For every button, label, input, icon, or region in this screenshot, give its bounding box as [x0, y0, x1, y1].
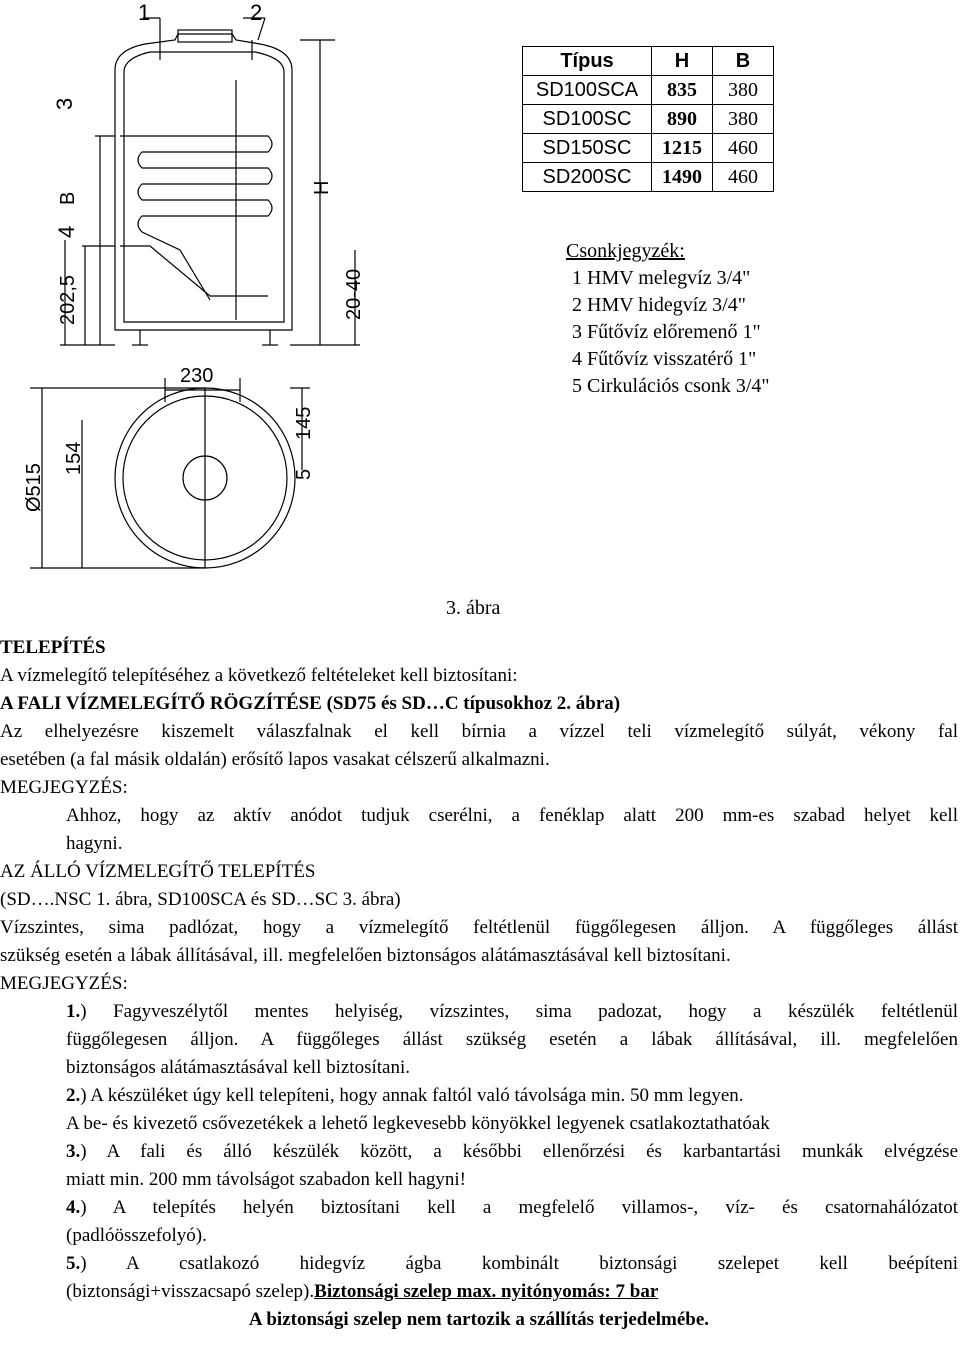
- note-title: MEGJEGYZÉS:: [0, 777, 128, 798]
- list-item-2: [0, 1082, 958, 1110]
- heading-standing: AZ ÁLLÓ VÍZMELEGÍTŐ TELEPÍTÉS: [0, 861, 316, 882]
- paragraph-line: esetében (a fal másik oldalán) erősítő lapos vasakat célszerű alkalmazni.: [0, 749, 550, 770]
- note-line: hagyni.: [66, 833, 123, 854]
- list-item-line: biztonságos alátámasztásával kell biztosítani.: [66, 1057, 411, 1078]
- legend-title: Csonkjegyzék:: [566, 240, 685, 262]
- dim-h: H: [311, 180, 333, 195]
- paragraph-line: Az elhelyezésre kiszemelt válaszfalnak el kell bírnia a vízzel teli vízmelegítő súlyát, vékony fal: [0, 721, 958, 742]
- item-number: 5.: [66, 1253, 81, 1274]
- callout-4: 4: [54, 225, 79, 238]
- body-text: [0, 634, 958, 1334]
- cell-type: SD200SC: [523, 163, 652, 192]
- cell-type: SD100SC: [523, 105, 652, 134]
- dim-145: 145: [293, 406, 315, 440]
- item-number: 3.: [66, 1141, 81, 1162]
- list-item-1: [0, 998, 958, 1026]
- item-text: ) A telepítés helyén biztosítani kell a megfelelő villamos-, víz- és csatornahálózatot: [80, 1197, 958, 1218]
- dim-20-40: 20-40: [343, 268, 365, 320]
- cell-h: 890: [652, 105, 713, 134]
- callout-2: 2: [250, 0, 263, 25]
- item-text: ) Fagyveszélytől mentes helyiség, vízszintes, sima padozat, hogy a készülék feltétlenül: [80, 1001, 958, 1022]
- final-note: A biztonsági szelep nem tartozik a szállítás terjedelmébe.: [248, 1309, 710, 1330]
- item-number: 4.: [66, 1197, 81, 1218]
- table-row: [523, 163, 774, 192]
- item-text: (biztonsági+visszacsapó szelep).: [66, 1281, 315, 1302]
- list-item-line: (padlóösszefolyó).: [66, 1225, 207, 1246]
- cell-b: 380: [713, 76, 774, 105]
- header-b: B: [713, 47, 774, 76]
- legend-item: 4 Fűtővíz visszatérő 1": [572, 348, 757, 370]
- list-item-line: A be- és kivezető csővezetékek a lehető legkevesebb könyökkel legyenek csatlakoztathatóak: [66, 1113, 770, 1134]
- cell-b: 380: [713, 105, 774, 134]
- list-item-3: [0, 1138, 958, 1166]
- heading-standing-ref: (SD….NSC 1. ábra, SD100SCA és SD…SC 3. ábra): [0, 889, 401, 910]
- cell-h: 1490: [652, 163, 713, 192]
- list-item-4: [0, 1194, 958, 1222]
- item-number: 2.: [66, 1085, 81, 1106]
- header-h: H: [652, 47, 713, 76]
- list-item-line: miatt min. 200 mm távolságot szabadon kell hagyni!: [66, 1169, 466, 1190]
- list-item-line: [0, 1278, 958, 1306]
- legend-item: 5 Cirkulációs csonk 3/4": [572, 375, 770, 397]
- dim-154: 154: [63, 441, 85, 475]
- item-text: ) A csatlakozó hidegvíz ágba kombinált biztonsági szelepet kell beépíteni: [80, 1253, 958, 1274]
- paragraph-line: Vízszintes, sima padlózat, hogy a vízmelegítő feltétlenül függőlegesen álljon. A függőleges állást: [0, 917, 958, 938]
- legend-item: 3 Fűtővíz előremenő 1": [572, 321, 761, 343]
- cell-h: 835: [652, 76, 713, 105]
- heading-wall-mount: A FALI VÍZMELEGÍTŐ RÖGZÍTÉSE (SD75 és SD…C típusokhoz 2. ábra): [0, 693, 621, 714]
- note-line: Ahhoz, hogy az aktív anódot tudjuk cserélni, a fenéklap alatt 200 mm-es szabad helyet kell: [66, 805, 958, 826]
- table-row: [523, 105, 774, 134]
- callout-3: 3: [52, 97, 77, 110]
- item-text: ) A készüléket úgy kell telepíteni, hogy annak faltól való távolsága min. 50 mm legyen.: [80, 1085, 744, 1106]
- cell-b: 460: [713, 134, 774, 163]
- cell-type: SD150SC: [523, 134, 652, 163]
- paragraph: A vízmelegítő telepítéséhez a következő feltételeket kell biztosítani:: [0, 665, 518, 686]
- dim-202-5: 202,5: [57, 274, 79, 325]
- legend-item: 2 HMV hidegvíz 3/4": [572, 294, 746, 316]
- header-type: Típus: [523, 47, 652, 76]
- figure-caption: 3. ábra: [446, 597, 501, 619]
- connection-legend: [566, 238, 770, 400]
- list-item-5: [0, 1250, 958, 1278]
- heading-installation: TELEPÍTÉS: [0, 637, 106, 658]
- table-row: [523, 134, 774, 163]
- callout-1: 1: [138, 0, 151, 25]
- list-item-line: függőlegesen álljon. A függőleges állást szükség esetén a lábak állításával, ill. megfelelően: [66, 1029, 958, 1050]
- callout-5: 5: [293, 468, 315, 480]
- paragraph-line: szükség esetén a lábak állításával, ill. megfelelően biztonságos alátámasztásával kell biztosítani.: [0, 945, 731, 966]
- dim-230: 230: [180, 365, 214, 387]
- cell-h: 1215: [652, 134, 713, 163]
- technical-drawing: [0, 0, 520, 600]
- item-text: ) A fali és álló készülék között, a későbbi ellenőrzési és karbantartási munkák elvégzése: [80, 1141, 958, 1162]
- cell-b: 460: [713, 163, 774, 192]
- legend-item: 1 HMV melegvíz 3/4": [572, 267, 751, 289]
- valve-pressure-note: Biztonsági szelep max. nyitónyomás: 7 bar: [314, 1281, 659, 1302]
- table-header-row: [523, 47, 774, 76]
- item-number: 1.: [66, 1001, 81, 1022]
- cell-type: SD100SCA: [523, 76, 652, 105]
- table-row: [523, 76, 774, 105]
- dim-b: B: [57, 191, 79, 205]
- dim-515: Ø515: [23, 463, 45, 512]
- spec-table: [522, 46, 774, 192]
- note-title: MEGJEGYZÉS:: [0, 973, 128, 994]
